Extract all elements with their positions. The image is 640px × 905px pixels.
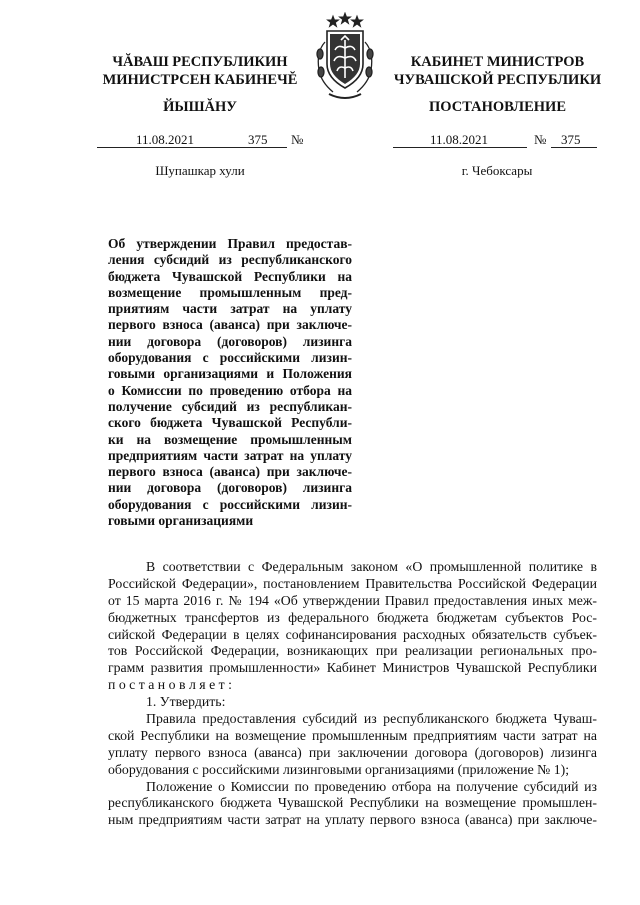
number-underline-right [551,147,597,148]
body-line: грамм развития промышленности» Кабинет Министров Чувашской Республики [108,660,597,676]
title-line: ки на возмещение промышленным [108,431,352,447]
header-left-line: МИНИСТРСЕН КАБИНЕЧĔ [102,72,298,88]
city-right: г. Чебоксары [461,163,533,178]
title-line: возмещение промышленным пред- [108,284,352,300]
doc-type-right: ПОСТАНОВЛЕНИЕ [428,99,566,115]
date-right: 11.08.2021 [430,132,489,147]
body-line: Российской Федерации», постановлением Правительства Российской Федерации [108,575,597,591]
date-underline-left [97,147,287,148]
body-line: республиканского бюджета Чувашской Республики на возмещение промышлен- [108,795,597,811]
body-line: от 15 марта 2016 г. № 194 «Об утверждении Правил предоставления иных меж- [108,592,597,608]
date-underline-right [393,147,527,148]
body-line: В соответствии с Федеральным законом «О промышленной политике в [146,559,597,574]
body-line: ской Республики на возмещение промышленным предприятиям части затрат на [108,727,597,743]
title-line: говыми организациями и Положения [108,366,352,382]
title-line: нии договора (договоров) лизинга [108,480,352,496]
document-title [108,236,352,529]
number-sign-right: № [534,132,547,147]
city-left: Шупашкар хули [155,163,245,178]
doc-type-left: ЙЫШĂНУ [163,99,237,115]
title-line: оборудования с российскими лизин- [108,496,352,512]
header-left-line: ЧĂВАШ РЕСПУБЛИКИН [112,54,288,70]
title-line: оборудования с российскими лизин- [108,350,352,366]
document-body [108,559,597,829]
header-right-line: КАБИНЕТ МИНИСТРОВ [410,54,585,70]
body-line: бюджетных трансфертов из федерального бюджета бюджетам субъектов Рос- [108,609,597,625]
body-line: Правила предоставления субсидий из республиканского бюджета Чуваш- [146,711,597,727]
body-line: уплату первого взноса (аванса) при заключении договора (договоров) лизинга [108,744,597,760]
paragraph-regulation [108,779,597,830]
number-right: 375 [561,132,581,147]
paragraph-preamble [108,559,597,694]
body-line: Положение о Комиссии по проведению отбора на получение субсидий из [146,778,597,794]
title-line: нии договора (договоров) лизинга [108,333,352,349]
title-line: первого взноса (аванса) при заключе- [108,317,352,333]
header-left-authority [90,53,310,89]
title-line: ского бюджета Чувашской Республи- [108,415,352,431]
coat-of-arms-icon [313,12,377,104]
title-line: приятиям части затрат на уплату [108,301,352,317]
date-left: 11.08.2021 [136,132,195,147]
paragraph-rules [108,711,597,779]
title-line: первого взноса (аванса) при заключе- [108,464,352,480]
body-line: п о с т а н о в л я е т : [108,677,232,693]
header-right-line: ЧУВАШСКОЙ РЕСПУБЛИКИ [393,72,602,88]
number-left: 375 [248,132,268,147]
body-line: 1. Утвердить: [146,694,226,710]
title-line: Об утверждении Правил предостав- [108,236,352,251]
title-line: бюджета Чувашской Республики на [108,268,352,284]
title-line: ления субсидий из республиканского [108,252,352,268]
body-line: тов Российской Федерации, возникающих при реализации региональных про- [108,643,597,659]
title-line: о Комиссии по проведению отбора на [108,382,352,398]
title-line: получение субсидий из республикан- [108,398,352,414]
body-line: сийской Федерации в целях софинансирования расходных обязательств субъек- [108,626,597,642]
paragraph-item-1 [108,694,597,711]
body-line: оборудования с российскими лизинговыми организациями (приложение № 1); [108,761,570,777]
number-sign-left: № [291,132,304,147]
header-right-authority [390,53,605,89]
title-line: предприятиям части затрат на уплату [108,447,352,463]
title-line: говыми организациями [108,513,254,529]
body-line: ным предприятиям части затрат на уплату первого взноса (аванса) при заключе- [108,812,597,828]
